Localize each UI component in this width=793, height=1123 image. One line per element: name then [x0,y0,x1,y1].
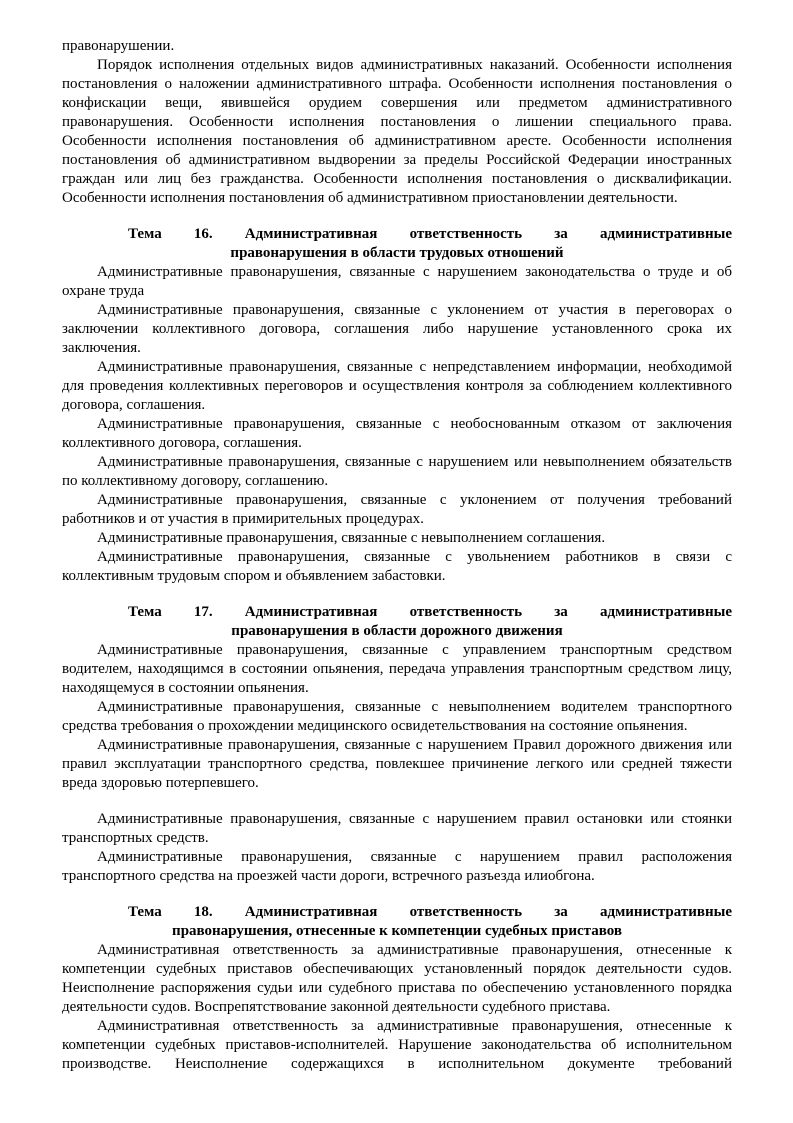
paragraph: Административные правонарушения, связанные с непредставлением информации, необходимой для проведения коллективных переговоров и осуществления контроля за соблюдением коллективного договора, соглашения. [62,359,732,413]
section-heading-line: правонарушения в области дорожного движения [231,623,563,639]
paragraph: Административные правонарушения, связанные с невыполнением водителем транспортного средства требования о прохождении медицинского освидетельствования на состояние опьянения. [62,699,732,734]
paragraph-spacer [62,208,732,225]
section-heading [62,903,732,941]
paragraph: Административные правонарушения, связанные с нарушением Правил дорожного движения или правил эксплуатации транспортного средства, повлекшее причинение легкого или средней тяжести вреда здоровью потерпевшего. [62,737,732,791]
paragraph: Административная ответственность за административные правонарушения, отнесенные к компетенции судебных приставов-исполнителей. Нарушение законодательства об исполнительном производстве. Неисполнение содержащихся в исполнительном документе требований [62,1018,732,1072]
paragraph: Административные правонарушения, связанные с нарушением правил остановки или стоянки транспортных средств. [62,811,732,846]
paragraph: Административные правонарушения, связанные с нарушением правил расположения транспортного средства на проезжей части дороги, встречного разъезда илиобгона. [62,849,732,884]
paragraph: Административные правонарушения, связанные с увольнением работников в связи с коллективным трудовым спором и объявлением забастовки. [62,549,732,584]
paragraph: Административные правонарушения, связанные с уклонением от получения требований работников и от участия в примирительных процедурах. [62,492,732,527]
section-heading-line: Тема 16. Административная ответственность за административные [128,226,732,242]
section-heading [62,225,732,263]
paragraph: Административные правонарушения, связанные с нарушением или невыполнением обязательств по коллективному договору, соглашению. [62,454,732,489]
paragraph: Административные правонарушения, связанные с уклонением от участия в переговорах о заключении коллективного договора, соглашения либо нарушение установленного срока их заключения. [62,302,732,356]
paragraph-spacer [62,886,732,903]
paragraph: Административные правонарушения, связанные с необоснованным отказом от заключения коллективного договора, соглашения. [62,416,732,451]
paragraph: Административные правонарушения, связанные с управлением транспортным средством водителем, находящимся в состоянии опьянения, передача управления транспортным средством лицу, находящемуся в состоянии опьянения. [62,642,732,696]
paragraph-spacer [62,586,732,603]
section-heading-line: правонарушения, отнесенные к компетенции судебных приставов [172,923,622,939]
paragraph: Административная ответственность за административные правонарушения, отнесенные к компетенции судебных приставов обеспечивающих установленный порядок деятельности судов. Неисполнение распоряжения судьи или судебного пристава по обеспечению установленного порядка деятельности судов. Воспрепятствование законной деятельности судебного пристава. [62,942,732,1015]
paragraph-spacer [62,793,732,810]
section-heading-line: Тема 18. Административная ответственность за административные [128,904,732,920]
section-heading-line: Тема 17. Административная ответственность за административные [128,604,732,620]
paragraph: Порядок исполнения отдельных видов административных наказаний. Особенности исполнения постановления о наложении административного штрафа. Особенности исполнения постановления о конфискации вещи, явившейся орудием совершения или предметом административного правонарушения. Особенности исполнения постановления о лишении специального права. Особенности исполнения постановления об административном аресте. Особенности исполнения постановления об административном выдворении за пределы Российской Федерации иностранных граждан или лиц без гражданства. Особенности исполнения постановления о дисквалификации. Особенности исполнения постановления об административном приостановлении деятельности. [62,57,732,206]
paragraph: Административные правонарушения, связанные с нарушением законодательства о труде и об охране труда [62,264,732,299]
section-heading [62,603,732,641]
paragraph: правонарушении. [62,38,175,54]
paragraph: Административные правонарушения, связанные с невыполнением соглашения. [97,530,606,546]
section-heading-line: правонарушения в области трудовых отношений [230,245,564,261]
